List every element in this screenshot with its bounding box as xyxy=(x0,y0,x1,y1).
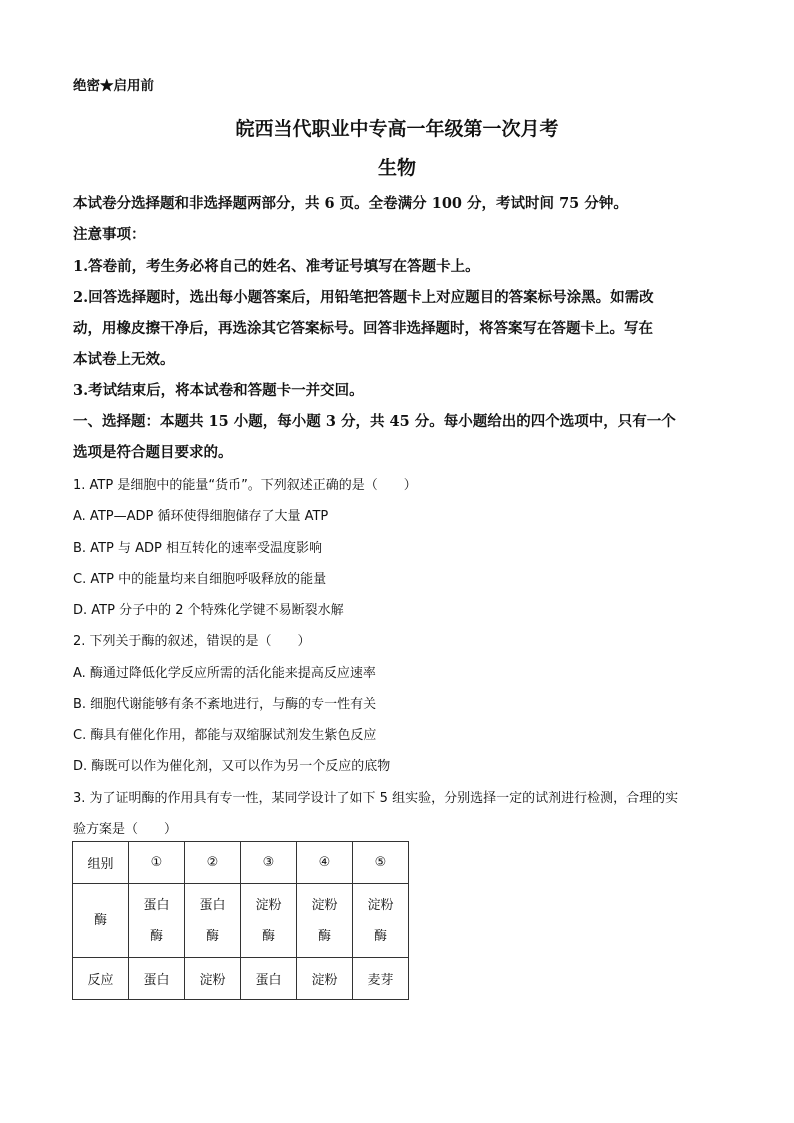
question-2-option-b: B. 细胞代谢能够有条不紊地进行，与酶的专一性有关 xyxy=(73,697,377,712)
enzyme-name-top: 蛋白 xyxy=(199,897,226,913)
table-header-cell: ⑤ xyxy=(353,842,409,884)
table-cell: 麦芽 xyxy=(353,958,409,1000)
question-2-stem: 2. 下列关于酶的叙述，错误的是（ ） xyxy=(73,634,311,649)
notice-item-3: 3.考试结束后，将本试卷和答题卡一并交回。 xyxy=(73,382,364,399)
table-header-cell: ③ xyxy=(241,842,297,884)
exam-title: 皖西当代职业中专高一年级第一次月考 xyxy=(235,118,559,140)
question-1-stem: 1. ATP 是细胞中的能量“货币”。下列叙述正确的是（ ） xyxy=(73,478,417,493)
question-1-option-d: D. ATP 分子中的 2 个特殊化学键不易断裂水解 xyxy=(73,603,344,618)
section-heading-line-1: 一、选择题：本题共 15 小题，每小题 3 分，共 45 分。每小题给出的四个选项中，只有一个 xyxy=(73,413,676,430)
notice-item-1: 1.答卷前，考生务必将自己的姓名、准考证号填写在答题卡上。 xyxy=(73,258,480,275)
enzyme-name-bottom: 酶 xyxy=(373,928,387,944)
enzyme-name-bottom: 酶 xyxy=(261,928,275,944)
subject-title: 生物 xyxy=(377,157,416,179)
table-cell xyxy=(297,884,353,958)
question-1-option-c: C. ATP 中的能量均来自细胞呼吸释放的能量 xyxy=(73,572,327,587)
intro-summary: 本试卷分选择题和非选择题两部分，共 6 页。全卷满分 100 分，考试时间 75 分钟。 xyxy=(73,195,628,212)
table-row-reaction xyxy=(73,958,409,1000)
confidential-label: 绝密★启用前 xyxy=(73,78,154,94)
notice-heading: 注意事项： xyxy=(73,226,146,243)
enzyme-name-top: 淀粉 xyxy=(255,897,282,913)
section-heading-line-2: 选项是符合题目要求的。 xyxy=(73,444,233,461)
table-cell xyxy=(185,884,241,958)
question-3-stem-line-2: 验方案是（ ） xyxy=(73,822,178,837)
notice-item-2-line-2: 动，用橡皮擦干净后，再选涂其它答案标号。回答非选择题时，将答案写在答题卡上。写在 xyxy=(73,320,653,337)
enzyme-name-top: 淀粉 xyxy=(311,897,338,913)
enzyme-name-bottom: 酶 xyxy=(149,928,163,944)
table-header-cell: ① xyxy=(129,842,185,884)
question-1-option-a: A. ATP—ADP 循环使得细胞储存了大量 ATP xyxy=(73,509,329,524)
question-2-option-d: D. 酶既可以作为催化剂，又可以作为另一个反应的底物 xyxy=(73,759,391,774)
enzyme-name-bottom: 酶 xyxy=(205,928,219,944)
notice-item-2-line-1: 2.回答选择题时，选出每小题答案后，用铅笔把答题卡上对应题目的答案标号涂黑。如需改 xyxy=(73,289,654,306)
table-header-cell: ② xyxy=(185,842,241,884)
table-cell: 蛋白 xyxy=(129,958,185,1000)
question-2-option-a: A. 酶通过降低化学反应所需的活化能来提高反应速率 xyxy=(73,666,376,681)
table-cell: 淀粉 xyxy=(297,958,353,1000)
table-row-enzyme xyxy=(73,884,409,958)
question-1-option-b: B. ATP 与 ADP 相互转化的速率受温度影响 xyxy=(73,541,322,556)
notice-item-2-line-3: 本试卷上无效。 xyxy=(73,351,175,368)
table-cell: 淀粉 xyxy=(185,958,241,1000)
enzyme-name-bottom: 酶 xyxy=(317,928,331,944)
table-header-row xyxy=(73,842,409,884)
enzyme-name-top: 蛋白 xyxy=(143,897,170,913)
table-cell xyxy=(129,884,185,958)
table-row-label: 酶 xyxy=(73,884,129,958)
question-2-option-c: C. 酶具有催化作用，都能与双缩脲试剂发生紫色反应 xyxy=(73,728,377,743)
enzyme-name-top: 淀粉 xyxy=(367,897,394,913)
experiment-table xyxy=(72,841,409,1000)
question-3-stem-line-1: 3. 为了证明酶的作用具有专一性，某同学设计了如下 5 组实验，分别选择一定的试剂进行检测，合理的实 xyxy=(73,791,679,806)
table-cell: 蛋白 xyxy=(241,958,297,1000)
table-cell xyxy=(241,884,297,958)
table-header-cell: 组别 xyxy=(73,842,129,884)
table-row-label: 反应 xyxy=(73,958,129,1000)
table-cell xyxy=(353,884,409,958)
table-header-cell: ④ xyxy=(297,842,353,884)
